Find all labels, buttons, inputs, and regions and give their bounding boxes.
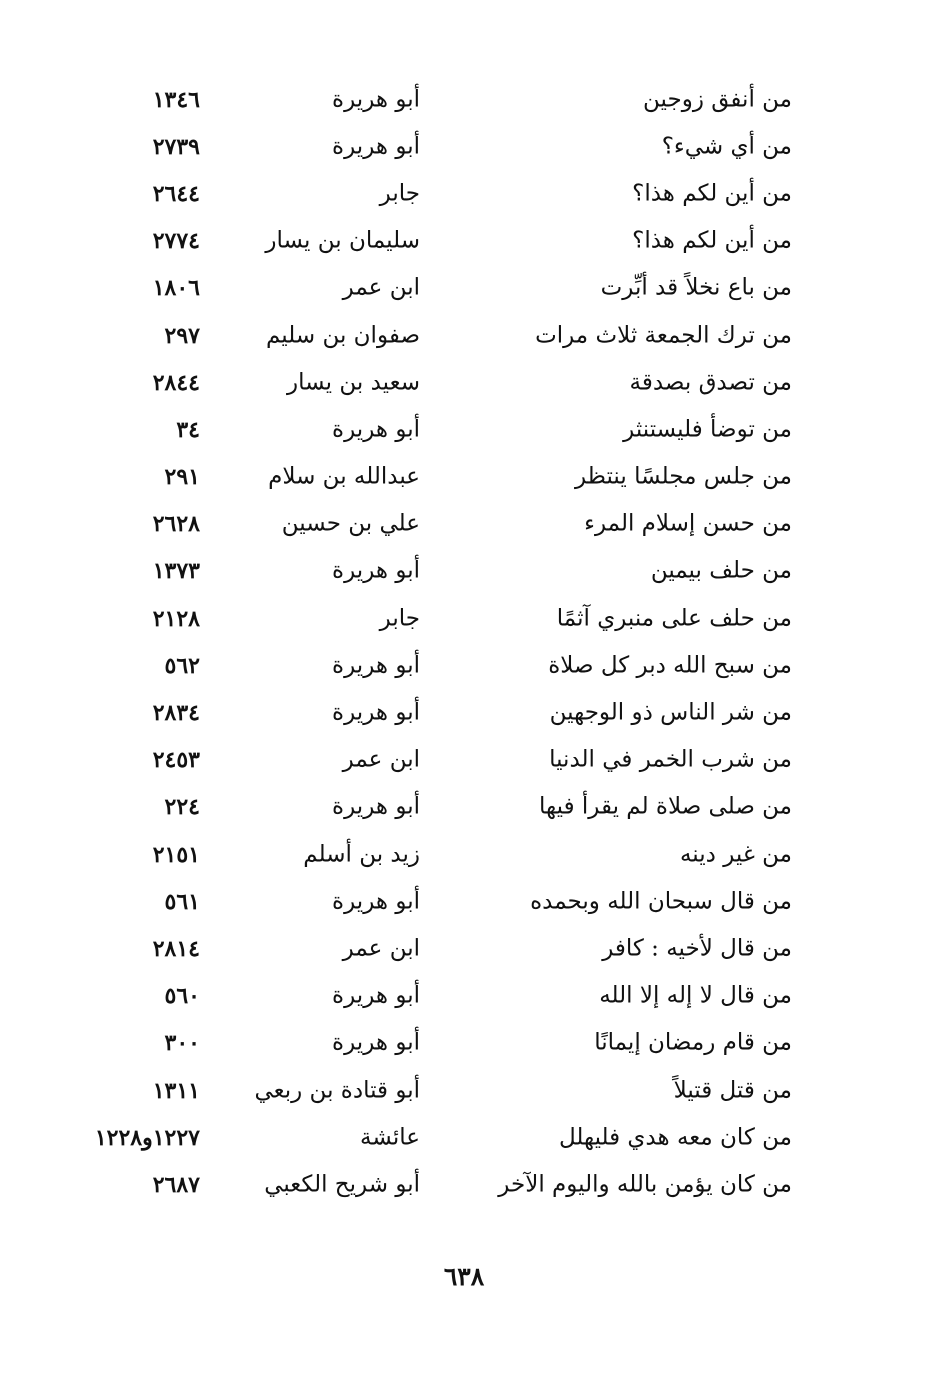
- hadith-phrase: من غير دينه: [679, 841, 792, 868]
- hadith-phrase: من حلف بيمين: [650, 557, 792, 584]
- hadith-number: ٣٠٠: [164, 1030, 200, 1057]
- hadith-number: ١٣٧٣: [152, 558, 200, 585]
- hadith-number: ٢٢٤: [164, 794, 200, 821]
- index-row: [0, 218, 928, 265]
- narrator-name: أبو هريرة: [332, 557, 420, 584]
- hadith-number: ١٣٤٦: [152, 86, 200, 113]
- hadith-number: ٢٨١٤: [152, 935, 200, 962]
- index-row: [0, 454, 928, 501]
- index-row: [0, 1067, 928, 1114]
- hadith-number: ٢٩٧: [164, 322, 200, 349]
- narrator-name: أبو هريرة: [332, 652, 420, 679]
- hadith-phrase: من تصدق بصدقة: [629, 369, 792, 396]
- narrator-name: أبو هريرة: [332, 86, 420, 113]
- hadith-phrase: من جلس مجلسًا ينتظر: [574, 463, 792, 490]
- index-row: [0, 76, 928, 123]
- narrator-name: أبو قتادة بن ربعي: [254, 1077, 420, 1104]
- hadith-number: ٥٦٠: [164, 983, 200, 1010]
- hadith-number: ٢٨٣٤: [152, 700, 200, 727]
- hadith-number: ٢٩١: [164, 464, 200, 491]
- index-row: [0, 689, 928, 736]
- hadith-phrase: من قال لأخيه : كافر: [602, 935, 792, 962]
- index-row: [0, 737, 928, 784]
- hadith-number: ١٨٠٦: [152, 275, 200, 302]
- page-number: ٦٣٨: [443, 1262, 485, 1291]
- hadith-phrase: من أين لكم هذا؟: [632, 180, 792, 207]
- hadith-number: ٢٦٤٤: [152, 180, 200, 207]
- narrator-name: أبو هريرة: [332, 1029, 420, 1056]
- hadith-phrase: من حسن إسلام المرء: [584, 510, 792, 537]
- index-row: [0, 784, 928, 831]
- hadith-number: ١٢٢٧و١٢٢٨: [94, 1124, 200, 1151]
- index-row: [0, 595, 928, 642]
- hadith-number: ٥٦٢: [164, 652, 200, 679]
- index-row: [0, 1020, 928, 1067]
- hadith-phrase: من أين لكم هذا؟: [632, 227, 792, 254]
- hadith-number: ١٣١١: [152, 1077, 200, 1104]
- narrator-name: أبو هريرة: [332, 888, 420, 915]
- hadith-number: ٥٦١: [164, 888, 200, 915]
- hadith-phrase: من قتل قتيلاً: [673, 1077, 792, 1104]
- narrator-name: أبو شريح الكعبي: [264, 1171, 420, 1198]
- hadith-phrase: من باع نخلاً قد أبِّرت: [600, 274, 792, 301]
- narrator-name: أبو هريرة: [332, 699, 420, 726]
- index-row: [0, 831, 928, 878]
- hadith-phrase: من شرب الخمر في الدنيا: [549, 746, 792, 773]
- narrator-name: عائشة: [360, 1124, 420, 1151]
- hadith-number: ٢٦٨٧: [152, 1171, 200, 1198]
- index-row: [0, 312, 928, 359]
- narrator-name: أبو هريرة: [332, 982, 420, 1009]
- narrator-name: عبدالله بن سلام: [268, 463, 420, 490]
- hadith-phrase: من ترك الجمعة ثلاث مرات: [535, 322, 792, 349]
- narrator-name: سليمان بن يسار: [265, 227, 420, 254]
- index-row: [0, 359, 928, 406]
- hadith-phrase: من حلف على منبري آثمًا: [556, 605, 792, 632]
- index-row: [0, 878, 928, 925]
- narrator-name: أبو هريرة: [332, 793, 420, 820]
- narrator-name: زيد بن أسلم: [303, 841, 420, 868]
- hadith-phrase: من أنفق زوجين: [643, 86, 792, 113]
- hadith-number: ٢٨٤٤: [152, 369, 200, 396]
- narrator-name: ابن عمر: [342, 746, 420, 773]
- index-row: [0, 170, 928, 217]
- hadith-number: ٣٤: [176, 416, 200, 443]
- hadith-number: ٢١٢٨: [152, 605, 200, 632]
- index-row: [0, 548, 928, 595]
- index-row: [0, 1161, 928, 1208]
- index-row: [0, 123, 928, 170]
- narrator-name: أبو هريرة: [332, 133, 420, 160]
- hadith-index-table: [0, 76, 928, 1209]
- hadith-phrase: من قال لا إله إلا الله: [599, 982, 792, 1009]
- hadith-number: ٢٦٢٨: [152, 511, 200, 538]
- hadith-number: ٢٧٣٩: [152, 133, 200, 160]
- hadith-phrase: من توضأ فليستنثر: [623, 416, 792, 443]
- narrator-name: صفوان بن سليم: [266, 322, 420, 349]
- hadith-phrase: من سبح الله دبر كل صلاة: [548, 652, 792, 679]
- index-row: [0, 501, 928, 548]
- narrator-name: أبو هريرة: [332, 416, 420, 443]
- index-row: [0, 642, 928, 689]
- hadith-number: ٢٧٧٤: [152, 228, 200, 255]
- hadith-phrase: من قال سبحان الله وبحمده: [530, 888, 792, 915]
- index-row: [0, 406, 928, 453]
- hadith-phrase: من أي شيء؟: [661, 133, 792, 160]
- index-row: [0, 925, 928, 972]
- hadith-phrase: من شر الناس ذو الوجهين: [549, 699, 792, 726]
- narrator-name: ابن عمر: [342, 935, 420, 962]
- index-row: [0, 265, 928, 312]
- narrator-name: ابن عمر: [342, 274, 420, 301]
- hadith-number: ٢١٥١: [152, 841, 200, 868]
- index-row: [0, 1114, 928, 1161]
- hadith-phrase: من صلى صلاة لم يقرأ فيها: [539, 793, 792, 820]
- hadith-phrase: من قام رمضان إيمانًا: [594, 1029, 792, 1056]
- narrator-name: علي بن حسين: [281, 510, 420, 537]
- index-row: [0, 973, 928, 1020]
- hadith-phrase: من كان معه هدي فليهلل: [558, 1124, 792, 1151]
- hadith-number: ٢٤٥٣: [152, 747, 200, 774]
- narrator-name: سعيد بن يسار: [287, 369, 420, 396]
- hadith-phrase: من كان يؤمن بالله واليوم الآخر: [498, 1171, 792, 1198]
- narrator-name: جابر: [379, 180, 420, 207]
- narrator-name: جابر: [379, 605, 420, 632]
